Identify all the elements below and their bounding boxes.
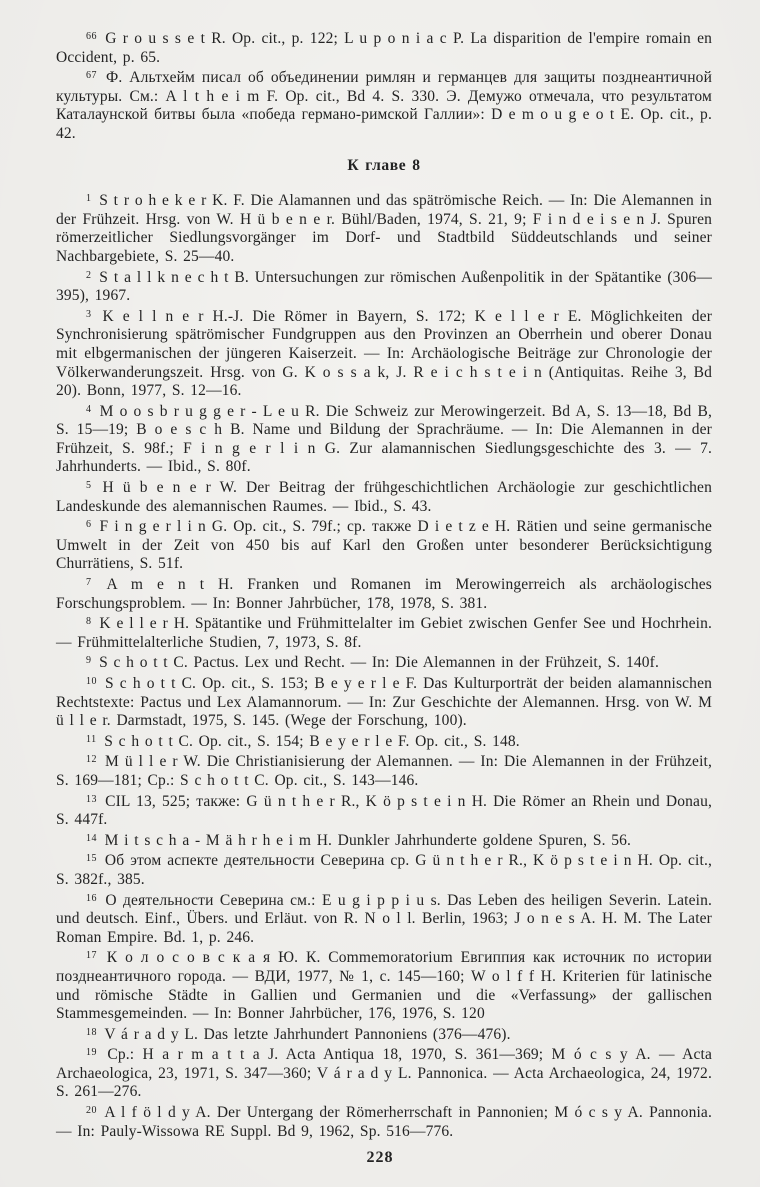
footnote-text: F i n g e r l i n G. Op. cit., S. 79f.; ср. также D i e t z e H. Rätien und seine germanische Umwelt in der Zeit von 450 bis auf Karl den Großen unter besonderer Berücksichtigung Churrätiens, S. 51f. [56,518,713,573]
footnote-text: Ф. Альтхейм писал об объединении римлян и германцев для защиты позднеантичной культуры. См.: A l t h e i m F. Op. cit., Bd 4. S. 330. Э. Демужо отмечала, что результатом Каталаунской битвы была «победа германо-римской Галлии»: D e m o u g e o t E. Op. cit., p. 42. [56,69,713,142]
footnote-text: О деятельности Северина см.: E u g i p p i u s. Das Leben des heiligen Severin. Latein. und deutsch. Einf., Übers. und Erläut. von R. N o l l. Berlin, 1963; J o n e s A. H. M. The Later Roman Empire. Bd. 1, p. 246. [56,891,713,946]
footnote-66 [56,28,712,67]
footnote-text: S t r o h e k e r K. F. Die Alamannen und das spätrömische Reich. — In: Die Alemannen in der Frühzeit. Hrsg. von W. H ü b e n e r. Bühl/Baden, 1974, S. 21, 9; F i n d e i s e n J. Spuren römerzeitlicher Siedlungsvorgänger im Dorf- und Stadtbild Süddeutschlands und seiner Nachbargebiete, S. 25—40. [56,192,712,265]
footnote-text: V á r a d y L. Das letzte Jahrhundert Pannoniens (376—476). [104,1025,511,1043]
footnote-text: A m e n t H. Franken und Romanen im Merowingerreich als archäologisches Forschungsproblem. — In: Bonner Jahrbücher, 178, 1978, S. 381. [56,576,712,612]
footnote-8 [56,613,712,652]
footnote-number: 17 [86,950,97,962]
footnote-text: M o o s b r u g g e r - L e u R. Die Schweiz zur Merowingerzeit. Bd A, S. 13—18, Bd B, S. 15—19; B o e s c h B. Name und Bildung der Sprachräume. — In: Die Alemannen in der Frühzeit, S. 98f.; F i n g e r l i n G. Zur alamannischen Siedlungsgeschichte des 3. — 7. Jahrhunderts. — Ibid., S. 80f. [56,402,712,476]
footnote-text: S c h o t t C. Op. cit., S. 153; B e y e r l e F. Das Kulturporträt der beiden alamannischen Rechtstexte: Pactus und Lex Alamannorum. — In: Zur Geschichte der Alemannen. Hrsg. von W. M ü l l e r. Darmstadt, 1975, S. 145. (Wege der Forschung, 100). [56,675,712,730]
footnote-number: 67 [86,70,97,82]
chapter-heading: К главе 8 [347,156,421,174]
footnote-number: 15 [86,853,97,865]
footnote-number: 11 [86,733,97,745]
footnote-13 [56,791,712,830]
footnote-text: Об этом аспекте деятельности Северина ср. G ü n t h e r R., K ö p s t e i n H. Op. cit., S. 382f., 385. [56,852,712,888]
footnote-number: 3 [86,308,92,320]
footnote-7 [56,574,712,613]
footnote-number: 66 [86,31,97,42]
footnote-1 [56,190,712,266]
footnote-number: 9 [86,655,92,667]
footnote-number: 13 [86,793,97,805]
footnote-10 [56,673,712,731]
footnote-text: S c h o t t C. Op. cit., S. 154; B e y e r l e F. Op. cit., S. 148. [104,732,520,750]
footnote-text: M i t s c h a - M ä h r h e i m H. Dunkler Jahrhunderte goldene Spuren, S. 56. [104,831,632,849]
footnote-6 [56,516,712,574]
footnote-5 [56,477,712,516]
footnote-15 [56,850,712,889]
text-block [56,28,712,1141]
footnote-number: 5 [86,480,92,492]
footnote-number: 1 [86,193,92,205]
footnote-number: 6 [86,519,92,531]
footnote-number: 10 [86,676,97,687]
footnote-number: 2 [86,269,92,281]
footnote-20 [56,1102,712,1141]
footnote-18 [56,1024,712,1045]
footnote-16 [56,890,712,948]
footnote-number: 16 [86,892,97,904]
footnote-number: 20 [86,1105,97,1117]
footnote-number: 19 [86,1047,97,1059]
footnote-17 [56,947,712,1023]
footnote-text: S c h o t t C. Pactus. Lex und Recht. — In: Die Alemannen in der Frühzeit, S. 140f. [99,654,659,672]
footnote-number: 12 [86,754,97,766]
footnote-number: 18 [86,1026,97,1038]
page-number: 228 [366,1149,394,1166]
footnote-14 [56,830,712,851]
footnote-text: K e l l e r H. Spätantike und Frühmittelalter im Gebiet zwischen Genfer See und Hochrhein. — Frühmittelalterliche Studien, 7, 1973, S. 8f. [56,615,713,651]
footnote-9 [56,652,712,673]
footnote-67 [56,67,712,143]
footnote-text: Ср.: H a r m a t t a J. Acta Antiqua 18, 1970, S. 361—369; M ó c s y A. — Acta Archaeologica, 23, 1971, S. 347—360; V á r a d y L. Pannonica. — Acta Archaeologica, 24, 1972. S. 261—276. [56,1046,713,1101]
footnote-4 [56,401,712,477]
footnote-11 [56,731,712,752]
footnote-text: К о л о с о в с к а я Ю. К. Commemoratorium Евгиппия как источник по истории позднеантичного города. — ВДИ, 1977, № 1, с. 145—160; W o l f f H. Kriterien für latinische und römische Städte in Gallien und Germanien und die «Verfassung» der gallischen Stammesgemeinden. — In: Bonner Jahrbücher, 176, 1976, S. 120 [56,949,713,1023]
footnote-text: H ü b e n e r W. Der Beitrag der frühgeschichtlichen Archäologie zur geschichtlichen Landeskunde des alemannischen Raumes. — Ibid., S. 43. [56,479,712,515]
footnote-3 [56,306,712,401]
footnote-text: K e l l n e r H.-J. Die Römer in Bayern, S. 172; K e l l e r E. Möglichkeiten der Synchronisierung spätrömischer Fundgruppen aus den Provinzen an Oberrhein und oberer Donau mit elbgermanischen der jüngeren Kaiserzeit. — In: Archäologische Beiträge zur Chronologie der Völkerwanderungszeit. Hrsg. von G. K o s s a k, J. R e i c h s t e i n (Antiquitas. Reihe 3, Bd 20). Bonn, 1977, S. 12—16. [56,307,713,400]
footnote-text: G r o u s s e t R. Op. cit., p. 122; L u p o n i a c P. La disparition de l'empire romain en Occident, p. 65. [56,30,712,66]
footnote-number: 7 [86,577,92,589]
footnote-2 [56,267,712,306]
footnote-text: M ü l l e r W. Die Christianisierung der Alemannen. — In: Die Alemannen in der Frühzeit, S. 169—181; Ср.: S c h o t t C. Op. cit., S. 143—146. [56,753,713,789]
footnote-number: 14 [86,832,97,844]
footnote-text: S t a l l k n e c h t B. Untersuchungen zur römischen Außenpolitik in der Spätantike (306—395), 1967. [56,268,713,305]
footnote-number: 4 [86,403,92,415]
footnote-text: A l f ö l d y A. Der Untergang der Römerherrschaft in Pannonien; M ó c s y A. Pannonia. — In: Pauly-Wissowa RE Suppl. Bd 9, 1962, Sp. 516—776. [56,1104,712,1140]
footnote-12 [56,751,712,790]
footnote-number: 8 [86,616,92,628]
footnote-19 [56,1044,712,1102]
footnote-text: CIL 13, 525; также: G ü n t h e r R., K ö p s t e i n H. Die Römer an Rhein und Donau, S. 447f. [56,792,713,829]
